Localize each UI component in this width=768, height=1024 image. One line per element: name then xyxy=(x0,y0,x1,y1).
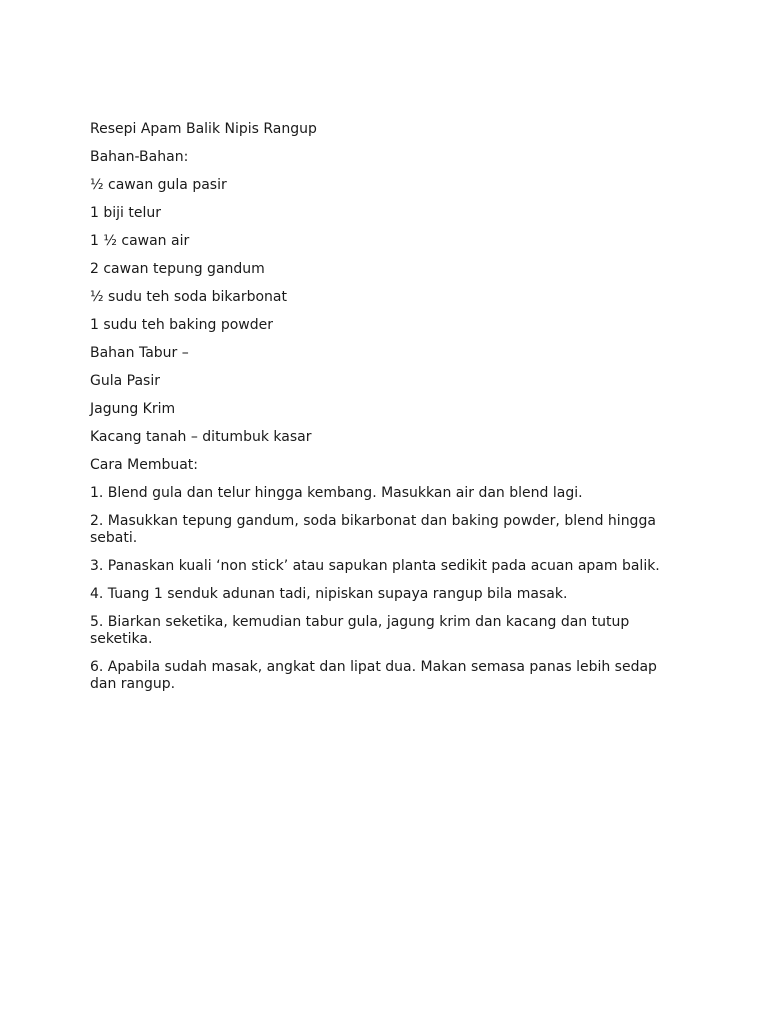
method-step: 3. Panaskan kuali ‘non stick’ atau sapukan planta sedikit pada acuan apam balik. xyxy=(90,558,660,574)
topping-item: Gula Pasir xyxy=(90,373,160,389)
recipe-title: Resepi Apam Balik Nipis Rangup xyxy=(90,121,317,137)
ingredient-item: 1 ½ cawan air xyxy=(90,233,190,249)
method-step: 5. Biarkan seketika, kemudian tabur gula, jagung krim dan kacang dan tutup seketika. xyxy=(90,614,630,647)
method-step: 2. Masukkan tepung gandum, soda bikarbonat dan baking powder, blend hingga sebati. xyxy=(90,513,656,546)
ingredient-item: ½ cawan gula pasir xyxy=(90,177,227,193)
document-page xyxy=(90,121,665,704)
method-step: 1. Blend gula dan telur hingga kembang. Masukkan air dan blend lagi. xyxy=(90,485,583,501)
ingredients-heading: Bahan-Bahan: xyxy=(90,149,189,165)
method-step: 6. Apabila sudah masak, angkat dan lipat dua. Makan semasa panas lebih sedap dan rangup. xyxy=(90,659,657,692)
method-heading: Cara Membuat: xyxy=(90,457,199,473)
topping-heading: Bahan Tabur – xyxy=(90,345,189,361)
topping-item: Jagung Krim xyxy=(90,401,176,417)
ingredient-item: 1 sudu teh baking powder xyxy=(90,317,273,333)
method-step: 4. Tuang 1 senduk adunan tadi, nipiskan supaya rangup bila masak. xyxy=(90,586,568,602)
ingredient-item: 1 biji telur xyxy=(90,205,161,221)
ingredient-item: ½ sudu teh soda bikarbonat xyxy=(90,289,287,305)
ingredient-item: 2 cawan tepung gandum xyxy=(90,261,265,277)
topping-item: Kacang tanah – ditumbuk kasar xyxy=(90,429,312,445)
